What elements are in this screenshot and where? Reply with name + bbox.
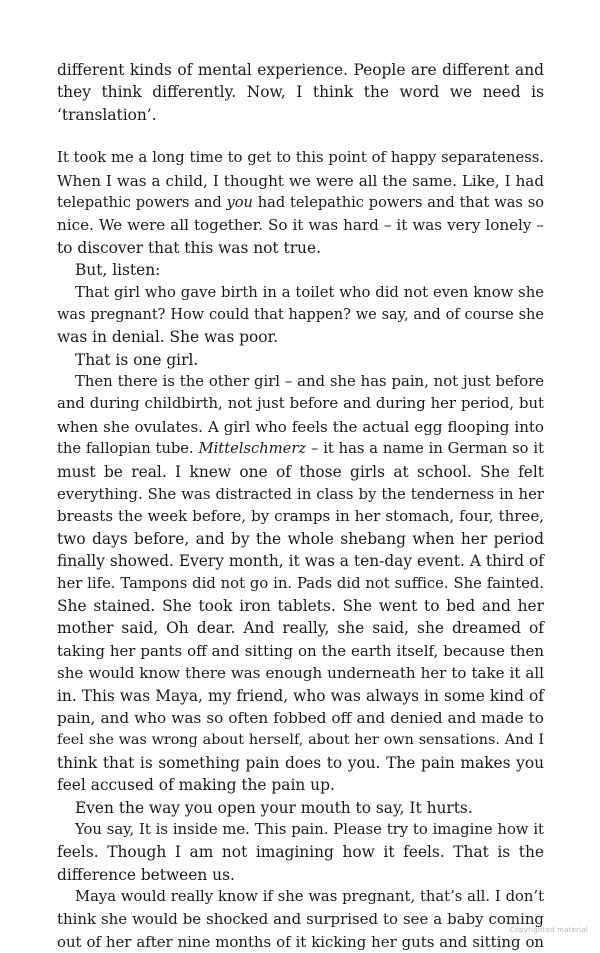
text-line: feel accused of making the pain up. [57,776,335,795]
text-line: You say, It is inside me. This pain. Please try to imagine how it [75,820,544,838]
text-line: two days before, and by the whole shebang when her period [57,529,544,548]
paragraph [57,371,544,796]
text-line: pain, and who was so often fobbed off and denied and made to [57,708,544,727]
text-line: must be real. I knew one of those girls at school. She felt [57,462,544,481]
text-line: to discover that this was not true. [57,238,321,257]
text-line: in. This was Maya, my friend, who was always in some kind of [57,686,544,705]
text-line: taking her pants off and sitting on the earth itself, because then [57,641,544,660]
text-line: mother said, Oh dear. And really, she said, she dreamed of [57,619,544,638]
text-fragment: telepathic powers and [57,193,227,211]
italic-word: you [226,193,253,211]
text-line: they think differently. Now, I think the word we need is [57,83,544,102]
text-line: her life. Tampons did not go in. Pads did not suffice. She fainted. [57,574,544,592]
page-text [57,59,544,953]
text-line: Maya would really know if she was pregnant, that’s all. I don’t [75,888,544,906]
copyright-watermark: Copyrighted material [509,926,588,934]
text-line: nice. We were all together. So it was hard – it was very lonely – [57,216,544,235]
section-break [57,126,544,147]
text-line [57,192,544,214]
text-line: out of her after nine months of it kicking her guts and sitting on [57,932,544,951]
text-line: feel she was wrong about herself, about her own sensations. And I [57,732,544,749]
text-line: was pregnant? How could that happen? we say, and of course she [57,306,544,323]
paragraph [57,819,544,886]
text-line: everything. She was distracted in class by the tenderness in her [57,485,544,504]
text-line: When I was a child, I thought we were all the same. Like, I had [57,171,544,190]
text-line: think she would be shocked and surprised to see a baby coming [57,910,544,929]
text-fragment: the fallopian tube. [57,440,194,458]
text-line: But, listen: [75,261,161,280]
text-fragment [57,194,544,211]
text-line: different kinds of mental experience. People are different and [57,61,544,79]
text-line: It took me a long time to get to this point of happy separateness. [57,149,544,167]
italic-term: Mittelschmerz [198,440,307,458]
text-line: Then there is the other girl – and she has pain, not just before [75,373,544,391]
text-line: That is one girl. [75,350,199,369]
paragraph [57,147,544,259]
text-line: when she ovulates. A girl who feels the actual egg flooping into [57,417,544,436]
text-line: difference between us. [57,865,235,884]
text-line: was in denial. She was poor. [57,328,279,347]
text-line: finally showed. Every month, it was a ten-day event. A third of [57,552,544,571]
text-line: That girl who gave birth in a toilet who did not even know she [75,283,544,301]
text-line: feels. Though I am not imagining how it feels. That is the [57,843,544,862]
text-line: breasts the week before, by cramps in her stomach, four, three, [57,507,544,526]
text-line: Even the way you open your mouth to say, It hurts. [75,798,473,817]
text-line: and during childbirth, not just before and during her period, but [57,395,544,413]
paragraph [57,282,544,349]
text-line [57,438,544,460]
text-line: she would know there was enough underneath her to take it all [57,664,544,683]
text-line: ‘translation’. [57,105,157,124]
text-line: She stained. She took iron tablets. She went to bed and her [57,596,544,615]
text-fragment: – it has a name in German so it [310,440,544,458]
text-line: think that is something pain does to you. The pain makes you [57,753,544,772]
paragraph [57,886,544,953]
text-fragment: had telepathic powers and that was so [252,193,544,211]
paragraph [57,59,544,126]
